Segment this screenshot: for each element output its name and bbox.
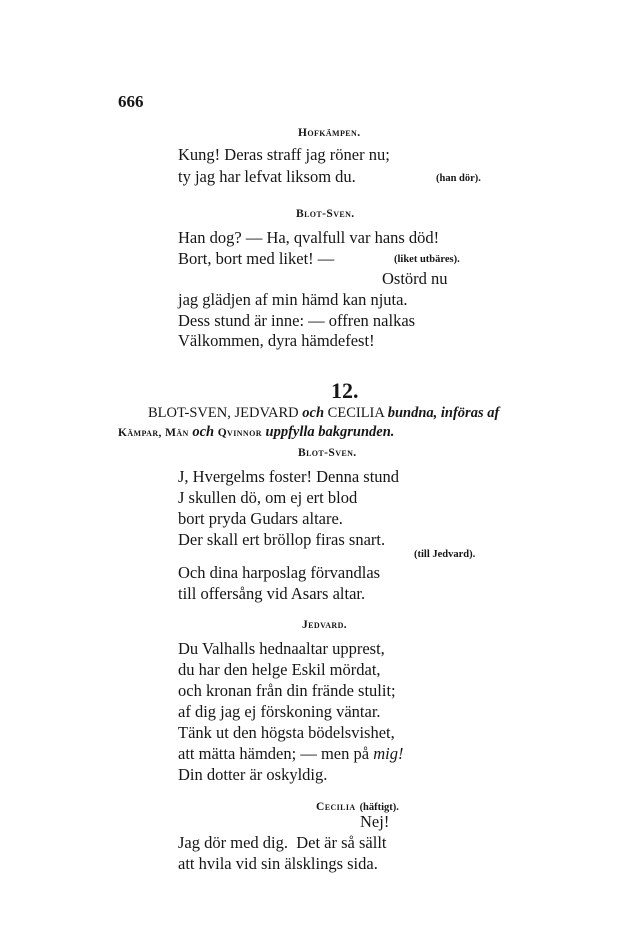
verse-line: och kronan från din frände stulit;: [178, 681, 396, 700]
verse-line-part: att mätta hämden; — men på: [178, 744, 370, 763]
heading-cecilia: CECILIA: [327, 405, 385, 421]
stage-direction: (till Jedvard).: [414, 549, 476, 560]
heading-rest: bundna, införas af: [387, 405, 500, 421]
speaker-name: Blot-Sven.: [298, 447, 357, 459]
scene-heading-line1: [148, 405, 499, 422]
heading-och: och: [302, 405, 325, 421]
verse-line: Och dina harposlag förvandlas: [178, 563, 381, 582]
heading2-och: och: [192, 424, 215, 440]
stage-direction: (liket utbäres).: [394, 254, 460, 265]
verse-line: Nej!: [360, 812, 390, 831]
verse-line: Han dog? — Ha, qvalfull var hans död!: [178, 228, 440, 247]
verse-line: Bort, bort med liket! —: [178, 249, 335, 268]
speaker-name: Jedvard.: [302, 619, 348, 631]
verse-line: Din dotter är oskyldig.: [178, 765, 328, 784]
scene-heading-line2: [118, 424, 394, 441]
verse-line: jag glädjen af min hämd kan njuta.: [178, 290, 408, 309]
verse-line: Du Valhalls hednaaltar upprest,: [178, 639, 385, 658]
verse-line: Jag dör med dig. Det är så sällt: [178, 833, 387, 852]
verse-line: Ostörd nu: [382, 269, 448, 288]
speaker-name: Blot-Sven.: [296, 208, 355, 220]
heading2-rest: uppfylla bakgrunden.: [265, 424, 395, 440]
verse-line: att hvila vid sin älsklings sida.: [178, 854, 378, 873]
verse-line: Dess stund är inne: — offren nalkas: [178, 311, 416, 330]
verse-line: J, Hvergelms foster! Denna stund: [178, 467, 400, 486]
verse-line: du har den helge Eskil mördat,: [178, 660, 381, 679]
verse-line: af dig jag ej förskoning väntar.: [178, 702, 381, 721]
verse-line: J skullen dö, om ej ert blod: [178, 488, 358, 507]
verse-line-emphasis: mig!: [373, 744, 404, 763]
verse-line: Välkommen, dyra hämdefest!: [178, 331, 375, 350]
stage-direction: (han dör).: [436, 173, 481, 184]
scene-number: 12.: [331, 378, 359, 403]
verse-line: Tänk ut den högsta bödelsvishet,: [178, 723, 395, 742]
verse-line: bort pryda Gudars altare.: [178, 509, 343, 528]
verse-line: [178, 744, 403, 764]
verse-line: till offersång vid Asars altar.: [178, 584, 366, 603]
stage-direction: (häftigt).: [359, 802, 399, 813]
verse-line: Der skall ert bröllop firas snart.: [178, 530, 386, 549]
page-number: 666: [118, 92, 144, 111]
heading-names: BLOT-SVEN, JEDVARD: [148, 405, 299, 421]
verse-line: ty jag har lefvat liksom du.: [178, 167, 356, 186]
speaker-name: Hofkämpen.: [298, 127, 361, 139]
verse-line: Kung! Deras straff jag röner nu;: [178, 145, 390, 164]
speaker-name: Cecilia: [316, 801, 356, 813]
heading-kampar: Kämpar, Män: [118, 427, 189, 439]
heading-qvinnor: Qvinnor: [217, 427, 262, 439]
